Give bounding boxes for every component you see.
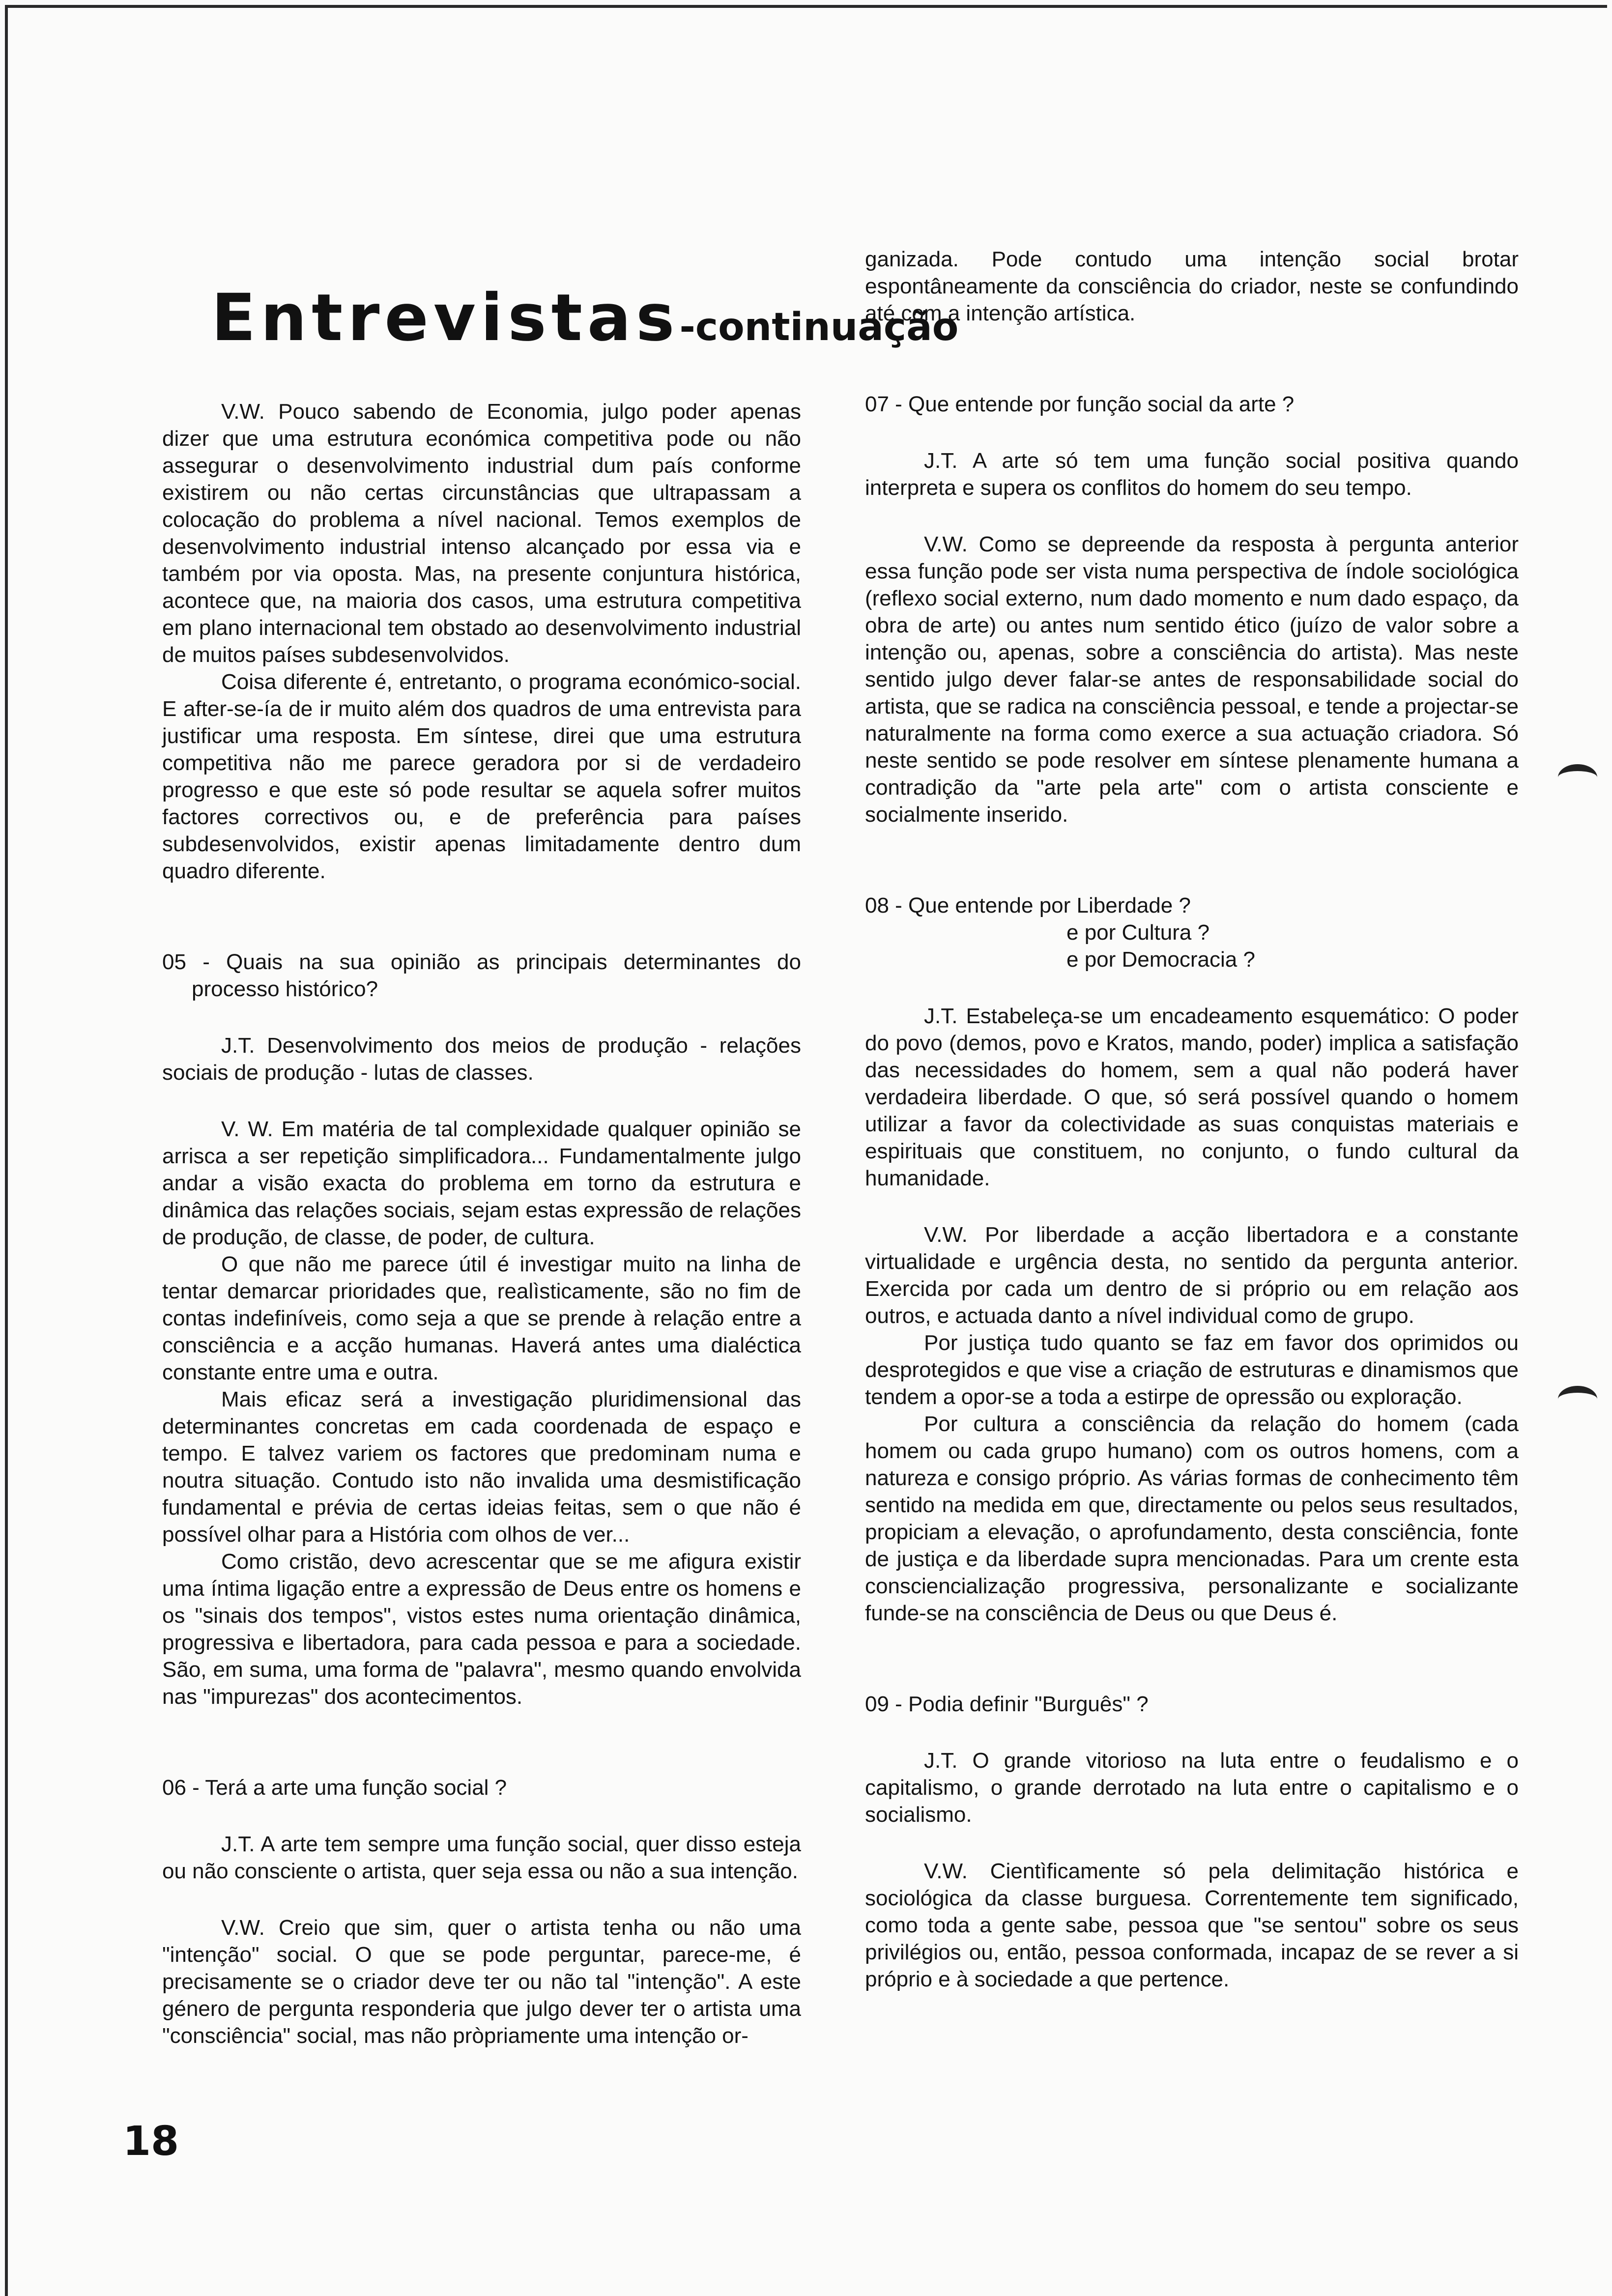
answer-paragraph: Por cultura a consciência da relação do homem (cada homem ou cada grupo humano) com os outros homens, com a natureza e consigo próprio. As várias formas de conhecimento têm sentido na medida em que, directamente ou pelos seus resultados, propiciam a elevação, o aprofundamento, desta consciência, fonte de justiça e da liberdade supra mencionadas. Para um crente esta consciencialização progressiva, personalizante e socializante funde-se na consciência de Deus ou que Deus é.: [865, 1412, 1519, 1625]
article-title: [211, 280, 958, 356]
paragraph-spacer: [865, 973, 1519, 1003]
right-column: [865, 246, 1519, 1993]
answer-paragraph: V.W. Pouco sabendo de Economia, julgo poder apenas dizer que uma estrutura económica competitiva pode ou não assegurar o desenvolvimento industrial dum país conforme existirem ou não certas circunstâncias que ultrapassam a colocação do problema a nível nacional. Temos exemplos de desenvolvimento industrial intenso alcançado por essa via e também por via oposta. Mas, na presente conjuntura histórica, acontece que, na maioria dos casos, uma estrutura competitiva em plano internacional tem obstado ao desenvolvimento industrial de muitos países subdesenvolvidos.: [162, 400, 801, 667]
paragraph-spacer: [865, 327, 1519, 391]
paragraph-spacer: [865, 1828, 1519, 1858]
interview-question: 09 - Podia definir "Burguês" ?: [865, 1692, 1149, 1716]
answer-paragraph: V.W. Como se depreende da resposta à pergunta anterior essa função pode ser vista numa perspectiva de índole sociológica (reflexo social externo, num dado momento e num dado espaço, da obra de arte) ou antes num sentido ético (juízo de valor sobre a intenção ou, apenas, sobre a consciência do artista). Mas neste sentido julgo dever falar-se antes de responsabilidade social do artista, que se radica na consciência pessoal, e tende a projectar-se naturalmente na forma como exerce a sua actuação criadora. Só neste sentido se pode resolver em síntese plenamente humana a contradição da "arte pela arte" com o artista consciente e socialmente inserido.: [865, 532, 1519, 827]
answer-paragraph: Por justiça tudo quanto se faz em favor dos oprimidos ou desprotegidos e que vise a criação de estruturas e dinamismos que tendem a opor-se a toda a estirpe de opressão ou exploração.: [865, 1331, 1519, 1409]
paragraph-spacer: [865, 1192, 1519, 1221]
paragraph-spacer: [162, 885, 801, 948]
paragraph-spacer: [865, 828, 1519, 892]
answer-paragraph: J.T. A arte tem sempre uma função social, quer disso esteja ou não consciente o artista, quer seja essa ou não a sua intenção.: [162, 1832, 801, 1883]
interview-question: 05 - Quais na sua opinião as principais determinantes do processo histórico?: [162, 950, 801, 1001]
interview-question: 08 - Que entende por Liberdade ?: [865, 893, 1191, 918]
answer-paragraph: J.T. Estabeleça-se um encadeamento esquemático: O poder do povo (demos, povo e Kratos, mando, poder) implica a satisfação das necessidades do homem, sem a qual não poderá haver verdadeira liberdade. O que, só será possível quando o homem utilizar a favor da colectividade as suas conquistas materiais e espirituais que constituem, no conjunto, o fundo cultural da humanidade.: [865, 1004, 1519, 1190]
answer-paragraph: J.T. A arte só tem uma função social positiva quando interpreta e supera os conflitos do homem do seu tempo.: [865, 449, 1519, 500]
question-continuation: e por Cultura ?: [1066, 920, 1210, 945]
question-continuation: e por Democracia ?: [1066, 947, 1255, 972]
answer-paragraph: Mais eficaz será a investigação pluridimensional das determinantes concretas em cada coordenada de espaço e tempo. E talvez variem os factores que predominam numa e noutra situação. Contudo isto não invalida uma desmistificação fundamental e prévia de certas ideias feitas, sem o que não é possível olhar para a História com olhos de ver...: [162, 1387, 801, 1547]
interview-question: 07 - Que entende por função social da arte ?: [865, 392, 1295, 416]
paragraph-spacer: [865, 418, 1519, 447]
answer-paragraph: V.W. Por liberdade a acção libertadora e a constante virtualidade e urgência desta, no sentido da pergunta anterior. Exercida por cada um dentro de si próprio ou em relação aos outros, e actuada danto a nível individual como de grupo.: [865, 1223, 1519, 1328]
page-left-border: [5, 5, 8, 2296]
paragraph-spacer: [162, 1801, 801, 1831]
answer-paragraph: O que não me parece útil é investigar muito na linha de tentar demarcar prioridades que, realìsticamente, são no fim de contas indefiníveis, como seja a que se prende à relação entre a consciência e a acção humanas. Haverá antes uma dialéctica constante entre uma e outra.: [162, 1252, 801, 1384]
paragraph-spacer: [865, 1718, 1519, 1747]
answer-paragraph: V.W. Creio que sim, quer o artista tenha ou não uma "intenção" social. O que se pode perguntar, parece-me, é precisamente se o criador deve ter ou não tal "intenção". A este género de pergunta responderia que julgo dever ter o artista uma "consciência" social, mas não pròpriamente uma intenção or-: [162, 1916, 801, 2048]
left-column: [162, 398, 801, 2049]
title-main: Entrevistas: [211, 280, 680, 356]
paragraph-spacer: [865, 501, 1519, 531]
paragraph-spacer: [162, 1086, 801, 1116]
title-subtitle: -continuação: [679, 305, 959, 349]
answer-paragraph: V.W. Cientìficamente só pela delimitação histórica e sociológica da classe burguesa. Correntemente tem significado, como toda a gente sabe, pessoa que "se sentou" sobre os seus privilégios ou, então, pessoa conformada, incapaz de se rever a si próprio e à sociedade a que pertence.: [865, 1859, 1519, 1991]
paragraph-spacer: [162, 1885, 801, 1914]
answer-paragraph: Como cristão, devo acrescentar que se me afigura existir uma íntima ligação entre a expressão de Deus entre os homens e os "sinais dos tempos", vistos estes numa orientação dinâmica, progressiva e libertadora, para cada pessoa e para a sociedade. São, em suma, uma forma de "palavra", mesmo quando envolvida nas "impurezas" dos acontecimentos.: [162, 1550, 801, 1709]
binding-mark-upper: [1558, 764, 1597, 791]
page-number: 18: [123, 2118, 179, 2165]
answer-paragraph: J.T. Desenvolvimento dos meios de produção - relações sociais de produção - lutas de classes.: [162, 1033, 801, 1085]
answer-paragraph: Coisa diferente é, entretanto, o programa económico-social. E after-se-ía de ir muito além dos quadros de uma entrevista para justificar uma resposta. Em síntese, direi que uma estrutura competitiva não me parece geradora por si de verdadeiro progresso e que este só pode resultar se aquela sofrer muitos factores correctivos ou, e de preferência para países subdesenvolvidos, existir apenas limitadamente dentro dum quadro diferente.: [162, 670, 801, 883]
paragraph-spacer: [162, 1710, 801, 1774]
answer-paragraph: J.T. O grande vitorioso na luta entre o feudalismo e o capitalismo, o grande derrotado na luta entre o capitalismo e o socialismo.: [865, 1749, 1519, 1827]
answer-paragraph: V. W. Em matéria de tal complexidade qualquer opinião se arrisca a ser repetição simplificadora... Fundamentalmente julgo andar a visão exacta do problema em torno da estrutura e dinâmica das relações sociais, sejam estas expressão de relações de produção, de classe, de poder, de cultura.: [162, 1117, 801, 1249]
paragraph-spacer: [162, 1003, 801, 1032]
binding-mark-lower: [1558, 1386, 1597, 1412]
paragraph-spacer: [865, 1627, 1519, 1691]
answer-paragraph: ganizada. Pode contudo uma intenção social brotar espontâneamente da consciência do criador, neste se confundindo até com a intenção artística.: [865, 247, 1519, 325]
page-top-border: [5, 5, 1607, 8]
interview-question: 06 - Terá a arte uma função social ?: [162, 1776, 507, 1800]
